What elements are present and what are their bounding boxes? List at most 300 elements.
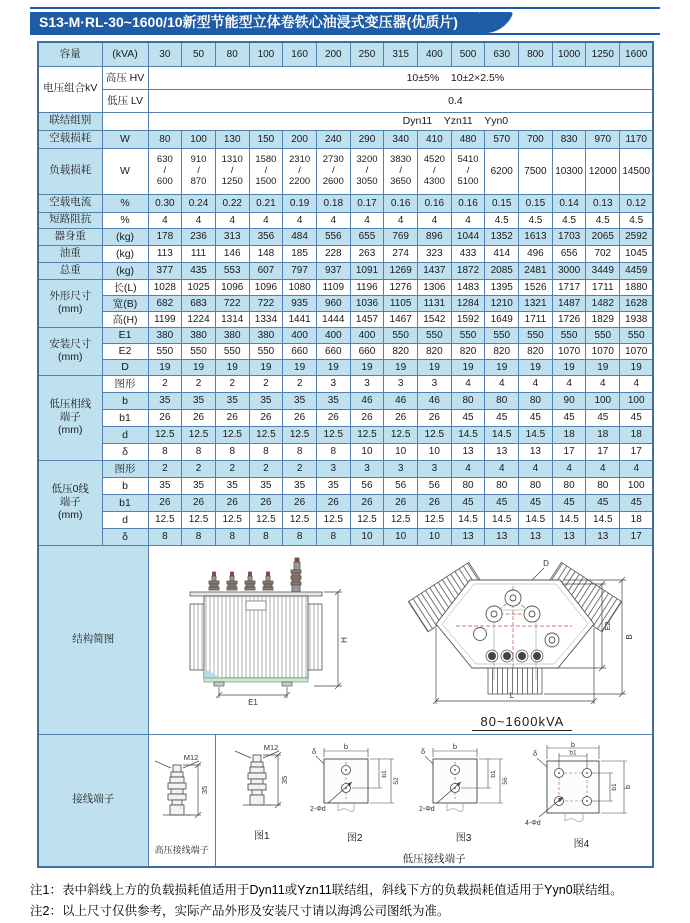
- value-cell: 400: [283, 327, 317, 343]
- hv-terminal-cell: [148, 734, 215, 867]
- value-cell: 80: [519, 477, 553, 494]
- value-cell: 722: [249, 295, 283, 311]
- value-cell: 0.30: [148, 194, 182, 212]
- value-cell: 19: [215, 359, 249, 375]
- value-cell: 4: [350, 212, 384, 228]
- title-underline: [30, 33, 660, 35]
- value-cell: 496: [519, 245, 553, 262]
- structure-row: [38, 545, 653, 734]
- value-cell: 26: [182, 494, 216, 511]
- row-group-label: 低压0线 端子 (mm): [38, 460, 102, 545]
- value-cell: 12.5: [316, 511, 350, 528]
- unit-cell: 图形: [102, 375, 148, 392]
- value-cell: 4.5: [552, 212, 586, 228]
- page-title: S13-M·RL-30~1600/10新型节能型立体卷铁心油浸式变压器(优质片): [39, 14, 458, 30]
- value-cell: 26: [316, 494, 350, 511]
- value-cell: 1938: [620, 311, 654, 327]
- value-cell: 12.5: [249, 511, 283, 528]
- value-cell: 8: [148, 528, 182, 545]
- value-cell: 0.12: [620, 194, 654, 212]
- row-group-label: 电压组合kV: [38, 66, 102, 112]
- table-row: [38, 359, 653, 375]
- value-cell: 630 / 600: [148, 148, 182, 194]
- value-cell: 550: [552, 327, 586, 343]
- value-cell: 80: [485, 392, 519, 409]
- row-label: 短路阻抗: [38, 212, 102, 228]
- value-cell: 35: [148, 392, 182, 409]
- value-cell: 178: [148, 228, 182, 245]
- dim-label-delta: δ: [533, 749, 537, 758]
- value-cell: 550: [586, 327, 620, 343]
- value-cell: 19: [586, 359, 620, 375]
- value-cell: 433: [451, 245, 485, 262]
- table-row: [38, 409, 653, 426]
- value-cell: 160: [283, 42, 317, 66]
- title-bar: [30, 12, 479, 33]
- value-cell: 14.5: [519, 511, 553, 528]
- dim-label-b1: b1: [570, 749, 578, 756]
- value-cell: 26: [384, 494, 418, 511]
- unit-cell: b: [102, 477, 148, 494]
- row-label: 联结组别: [38, 112, 102, 130]
- value-cell: 8: [316, 443, 350, 460]
- value-cell: 14.5: [485, 426, 519, 443]
- value-cell: 80: [552, 477, 586, 494]
- value-cell: 13: [451, 528, 485, 545]
- value-cell: 17: [552, 443, 586, 460]
- value-cell: 45: [451, 409, 485, 426]
- value-cell: 1711: [519, 311, 553, 327]
- unit-cell: (kg): [102, 228, 148, 245]
- dim-label-52: 52: [393, 777, 400, 785]
- value-cell: 19: [418, 359, 452, 375]
- value-cell: 655: [350, 228, 384, 245]
- value-cell: 0.16: [451, 194, 485, 212]
- radiator-left: [190, 604, 204, 670]
- value-cell: 1441: [283, 311, 317, 327]
- value-cell: 4: [418, 212, 452, 228]
- value-cell: 56: [418, 477, 452, 494]
- unit-cell: d: [102, 426, 148, 443]
- unit-cell: 高压 HV: [102, 66, 148, 89]
- radiator-right: [308, 604, 322, 670]
- tank-lid: [190, 592, 322, 596]
- figure-3: [417, 741, 511, 844]
- unit-cell: δ: [102, 528, 148, 545]
- value-cell: 26: [384, 409, 418, 426]
- row-label: 油重: [38, 245, 102, 262]
- value-cell: 1036: [350, 295, 384, 311]
- value-cell: 10300: [552, 148, 586, 194]
- value-cell: 1726: [552, 311, 586, 327]
- unit-cell: b1: [102, 494, 148, 511]
- hv-terminal-caption: 高压接线端子: [155, 843, 209, 856]
- value-cell: 0.13: [586, 194, 620, 212]
- base-skid: [204, 678, 308, 682]
- value-cell: 607: [249, 262, 283, 279]
- table-row: [38, 460, 653, 477]
- figure-caption: 图2: [347, 829, 363, 844]
- dim-label-35: 35: [200, 785, 209, 793]
- value-cell: 4: [148, 212, 182, 228]
- value-cell: 1321: [519, 295, 553, 311]
- value-cell: 630: [485, 42, 519, 66]
- value-cell: 45: [485, 494, 519, 511]
- dim-label-B: B: [625, 634, 634, 639]
- value-cell: 1628: [620, 295, 654, 311]
- value-cell: 12.5: [283, 511, 317, 528]
- hv-terminal-figure: [151, 751, 213, 835]
- value-cell: 1580 / 1500: [249, 148, 283, 194]
- row-group-label: 安装尺寸 (mm): [38, 327, 102, 375]
- value-cell: 1483: [451, 279, 485, 295]
- table-row: [38, 494, 653, 511]
- value-cell: 111: [182, 245, 216, 262]
- value-cell: 380: [182, 327, 216, 343]
- value-cell: 14.5: [485, 511, 519, 528]
- dim-label-M12: M12: [263, 743, 278, 752]
- value-cell: 1457: [350, 311, 384, 327]
- spec-table: [37, 41, 654, 868]
- value-cell: 26: [350, 494, 384, 511]
- unit-cell: D: [102, 359, 148, 375]
- table-row: [38, 295, 653, 311]
- value-cell: 4: [451, 460, 485, 477]
- unit-cell: (kg): [102, 245, 148, 262]
- table-row: [38, 228, 653, 245]
- value-cell: 19: [485, 359, 519, 375]
- value-cell: 26: [283, 494, 317, 511]
- value-cell: 17: [620, 443, 654, 460]
- value-cell: 550: [620, 327, 654, 343]
- value-cell: 10: [384, 528, 418, 545]
- value-cell: 18: [552, 426, 586, 443]
- value-cell: 1096: [249, 279, 283, 295]
- value-cell: 1711: [586, 279, 620, 295]
- value-cell: 290: [350, 130, 384, 148]
- value-cell: 550: [519, 327, 553, 343]
- stud-body: [168, 765, 186, 815]
- value-cell: 1872: [451, 262, 485, 279]
- break-line: [447, 803, 463, 812]
- unit-cell: [102, 112, 148, 130]
- value-cell: 323: [418, 245, 452, 262]
- value-cell: 550: [182, 343, 216, 359]
- value-cell: 35: [316, 392, 350, 409]
- value-cell: 100: [586, 392, 620, 409]
- value-cell: 18: [586, 426, 620, 443]
- unit-cell: W: [102, 148, 148, 194]
- value-cell: 19: [620, 359, 654, 375]
- unit-cell: 低压 LV: [102, 89, 148, 112]
- unit-cell: (kg): [102, 262, 148, 279]
- value-cell: 8: [283, 443, 317, 460]
- table-row: [38, 426, 653, 443]
- value-cell: 2: [249, 375, 283, 392]
- value-cell: 4: [586, 460, 620, 477]
- value-cell: 4: [451, 375, 485, 392]
- dim-label-b1: b1: [490, 770, 497, 778]
- value-cell: 35: [249, 477, 283, 494]
- value-cell: 4: [485, 460, 519, 477]
- value-cell: 13: [552, 528, 586, 545]
- value-cell: 113: [148, 245, 182, 262]
- value-cell: 0.19: [283, 194, 317, 212]
- value-cell: 8: [182, 443, 216, 460]
- row-label: 负载损耗: [38, 148, 102, 194]
- value-cell: 556: [316, 228, 350, 245]
- value-cell: 12.5: [283, 426, 317, 443]
- value-cell: 100: [249, 42, 283, 66]
- value-cell: 10: [418, 443, 452, 460]
- value-cell: 0.17: [350, 194, 384, 212]
- value-cell: 45: [552, 494, 586, 511]
- value-cell: 19: [148, 359, 182, 375]
- value-cell: 19: [451, 359, 485, 375]
- dim-label-b: b: [344, 742, 348, 751]
- value-cell: 570: [485, 130, 519, 148]
- value-cell: 35: [249, 392, 283, 409]
- value-cell: 656: [552, 245, 586, 262]
- value-cell: 380: [215, 327, 249, 343]
- value-cell: 660: [283, 343, 317, 359]
- value-cell: 46: [384, 392, 418, 409]
- value-cell: 13: [485, 443, 519, 460]
- unit-cell: 宽(B): [102, 295, 148, 311]
- value-cell: 13: [586, 528, 620, 545]
- value-cell: 0.16: [418, 194, 452, 212]
- value-cell: 18: [620, 511, 654, 528]
- value-cell: 12.5: [249, 426, 283, 443]
- table-row: [38, 148, 653, 194]
- value-cell: 1224: [182, 311, 216, 327]
- value-cell: 1880: [620, 279, 654, 295]
- value-cell: 26: [215, 494, 249, 511]
- value-cell: 8: [215, 443, 249, 460]
- value-cell: 4: [384, 212, 418, 228]
- value-cell: 80: [519, 392, 553, 409]
- value-cell: 8: [215, 528, 249, 545]
- value-cell: 6200: [485, 148, 519, 194]
- value-cell: 660: [350, 343, 384, 359]
- value-cell: 35: [283, 477, 317, 494]
- value-cell: 263: [350, 245, 384, 262]
- value-cell: 3: [350, 375, 384, 392]
- value-cell: 7500: [519, 148, 553, 194]
- value-cell: 800: [519, 42, 553, 66]
- value-cell: 1199: [148, 311, 182, 327]
- value-cell: 0.18: [316, 194, 350, 212]
- value-cell: 4: [552, 375, 586, 392]
- value-cell: 1487: [552, 295, 586, 311]
- value-cell: 2085: [485, 262, 519, 279]
- figure-1: [231, 741, 293, 842]
- value-cell: 4.5: [586, 212, 620, 228]
- kva-range-label: 80~1600kVA: [472, 714, 572, 731]
- table-row: [38, 511, 653, 528]
- dim-E1-lines: [216, 687, 290, 698]
- value-cell: 12.5: [418, 426, 452, 443]
- value-cell: 10: [350, 528, 384, 545]
- value-cell: 1310 / 1250: [215, 148, 249, 194]
- value-cell: 550: [485, 327, 519, 343]
- terminal-row: [38, 734, 653, 867]
- value-cell: 2: [215, 460, 249, 477]
- value-cell: 12.5: [350, 511, 384, 528]
- unit-cell: %: [102, 194, 148, 212]
- value-cell: 4: [316, 212, 350, 228]
- value-cell: 80: [148, 130, 182, 148]
- value-cell: 0.24: [182, 194, 216, 212]
- value-cell: 45: [519, 494, 553, 511]
- unit-cell: W: [102, 130, 148, 148]
- unit-cell: (kVA): [102, 42, 148, 66]
- value-cell: 1028: [148, 279, 182, 295]
- value-cell: 683: [182, 295, 216, 311]
- value-cell: 1070: [586, 343, 620, 359]
- value-cell: 910 / 870: [182, 148, 216, 194]
- value-cell: 80: [451, 392, 485, 409]
- value-cell: 45: [586, 409, 620, 426]
- value-cell: 3830 / 3650: [384, 148, 418, 194]
- dim-label-b: b: [571, 742, 575, 749]
- value-cell: 700: [519, 130, 553, 148]
- figure-2: [308, 741, 402, 844]
- table-row: [38, 89, 653, 112]
- value-cell: 200: [283, 130, 317, 148]
- value-cell: 35: [182, 477, 216, 494]
- value-cell: 2: [215, 375, 249, 392]
- value-cell: 35: [148, 477, 182, 494]
- value-cell: 45: [485, 409, 519, 426]
- value-cell: 8: [148, 443, 182, 460]
- table-row: [38, 112, 653, 130]
- value-cell: 26: [249, 494, 283, 511]
- row-label: 容量: [38, 42, 102, 66]
- dim-label-2holes: 2-Φd: [310, 806, 326, 813]
- value-cell: 274: [384, 245, 418, 262]
- value-cell: 14.5: [451, 426, 485, 443]
- value-cell: 4459: [620, 262, 654, 279]
- unit-cell: 长(L): [102, 279, 148, 295]
- value-cell: 340: [384, 130, 418, 148]
- table-row: [38, 279, 653, 295]
- value-cell: 0.15: [485, 194, 519, 212]
- dim-label-2holes: 2-Φd: [419, 806, 435, 813]
- value-cell: 56: [384, 477, 418, 494]
- table-row: [38, 392, 653, 409]
- value-cell: 1109: [316, 279, 350, 295]
- value-cell: 240: [316, 130, 350, 148]
- value-cell: 12.5: [350, 426, 384, 443]
- value-cell: 30: [148, 42, 182, 66]
- dim-label-56: 56: [502, 777, 509, 785]
- unit-cell: E2: [102, 343, 148, 359]
- value-cell: 5410 / 5100: [451, 148, 485, 194]
- value-cell: 2: [182, 375, 216, 392]
- value-cell: 702: [586, 245, 620, 262]
- value-cell: 1600: [620, 42, 654, 66]
- value-cell: 2592: [620, 228, 654, 245]
- table-row: [38, 212, 653, 228]
- table-row: [38, 443, 653, 460]
- value-cell: 1467: [384, 311, 418, 327]
- value-cell: 8: [249, 443, 283, 460]
- value-cell: 1829: [586, 311, 620, 327]
- value-cell: 26: [182, 409, 216, 426]
- value-cell: 12.5: [182, 426, 216, 443]
- value-cell: 970: [586, 130, 620, 148]
- value-cell: 1170: [620, 130, 654, 148]
- table-row: [38, 375, 653, 392]
- value-cell: 2065: [586, 228, 620, 245]
- value-cell: 682: [148, 295, 182, 311]
- value-cell: 356: [249, 228, 283, 245]
- value-cell: 14.5: [552, 511, 586, 528]
- value-cell: 4: [586, 375, 620, 392]
- merged-value-cell: 10±5% 10±2×2.5%: [148, 66, 653, 89]
- value-cell: 8: [249, 528, 283, 545]
- value-cell: 3: [316, 460, 350, 477]
- footnote-2: 注2：以上尺寸仅供参考，实际产品外形及安装尺寸请以海鸿公司图纸为准。: [30, 901, 662, 923]
- value-cell: 484: [283, 228, 317, 245]
- value-cell: 12.5: [215, 511, 249, 528]
- value-cell: 435: [182, 262, 216, 279]
- value-cell: 12.5: [316, 426, 350, 443]
- value-cell: 19: [552, 359, 586, 375]
- lv-plate-2hole-figure: [417, 741, 511, 827]
- value-cell: 80: [451, 477, 485, 494]
- value-cell: 480: [451, 130, 485, 148]
- value-cell: 3449: [586, 262, 620, 279]
- value-cell: 315: [384, 42, 418, 66]
- value-cell: 80: [215, 42, 249, 66]
- value-cell: 1352: [485, 228, 519, 245]
- value-cell: 1276: [384, 279, 418, 295]
- value-cell: 550: [215, 343, 249, 359]
- value-cell: 45: [586, 494, 620, 511]
- table-row: [38, 528, 653, 545]
- value-cell: 4: [620, 375, 654, 392]
- merged-value-cell: 0.4: [148, 89, 653, 112]
- value-cell: 2481: [519, 262, 553, 279]
- lv-plate-4hole-figure: [525, 741, 637, 833]
- value-cell: 1542: [418, 311, 452, 327]
- unit-cell: δ: [102, 443, 148, 460]
- value-cell: 937: [316, 262, 350, 279]
- value-cell: 4: [519, 460, 553, 477]
- value-cell: 35: [182, 392, 216, 409]
- value-cell: 896: [418, 228, 452, 245]
- value-cell: 1314: [215, 311, 249, 327]
- value-cell: 1080: [283, 279, 317, 295]
- value-cell: 26: [350, 409, 384, 426]
- value-cell: 45: [519, 409, 553, 426]
- value-cell: 35: [316, 477, 350, 494]
- value-cell: 250: [350, 42, 384, 66]
- row-group-label: 外形尺寸 (mm): [38, 279, 102, 327]
- value-cell: 80: [485, 477, 519, 494]
- value-cell: 8: [182, 528, 216, 545]
- figure-caption: 图4: [574, 835, 590, 850]
- value-cell: 400: [350, 327, 384, 343]
- value-cell: 4: [249, 212, 283, 228]
- dim-label-L: L: [510, 691, 515, 700]
- bushings: [209, 558, 301, 592]
- value-cell: 4: [215, 212, 249, 228]
- value-cell: 4.5: [485, 212, 519, 228]
- value-cell: 18: [620, 426, 654, 443]
